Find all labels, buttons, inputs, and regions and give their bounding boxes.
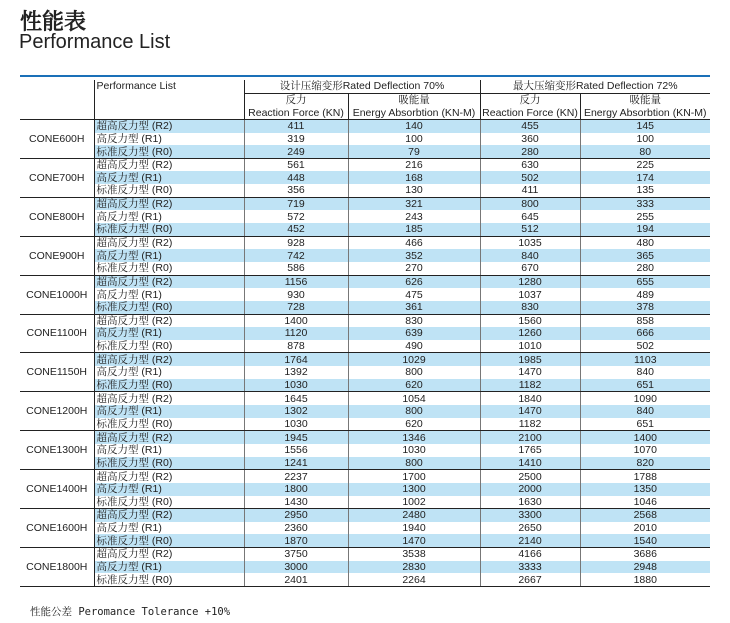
value-cell: 333 xyxy=(580,197,710,210)
value-cell: 1241 xyxy=(244,457,348,470)
type-cell: 高反力型 (R1) xyxy=(94,522,244,535)
value-cell: 1350 xyxy=(580,483,710,496)
model-cell: CONE600H xyxy=(20,119,94,158)
value-cell: 2500 xyxy=(480,470,580,483)
type-cell: 标准反力型 (R0) xyxy=(94,145,244,158)
value-cell: 820 xyxy=(580,457,710,470)
table-row xyxy=(20,392,710,405)
value-cell: 452 xyxy=(244,223,348,236)
value-cell: 1645 xyxy=(244,392,348,405)
value-cell: 3686 xyxy=(633,548,657,561)
type-cell: 高反力型 (R1) xyxy=(94,483,244,496)
type-cell: 高反力型 (R1) xyxy=(94,249,244,262)
value-cell: 356 xyxy=(244,184,348,197)
table-row xyxy=(20,561,710,574)
value-cell: 1346 xyxy=(348,431,480,444)
value-cell: 742 xyxy=(244,249,348,262)
model-cell: CONE1100H xyxy=(20,314,94,353)
value-cell: 1560 xyxy=(480,314,580,327)
type-cell: 高反力型 (R1) xyxy=(94,171,244,184)
table-row xyxy=(20,249,710,262)
model-cell: CONE700H xyxy=(20,158,94,197)
model-cell: CONE800H xyxy=(20,197,94,236)
table-row xyxy=(20,366,710,379)
type-cell: 超高反力型 (R2) xyxy=(94,392,244,405)
type-cell: 高反力型 (R1) xyxy=(94,327,244,340)
value-cell: 1030 xyxy=(244,379,348,392)
type-cell: 高反力型 (R1) xyxy=(94,444,244,457)
type-cell: 高反力型 (R1) xyxy=(94,366,244,379)
table-row xyxy=(20,457,710,470)
value-cell: 2667 xyxy=(480,573,580,586)
value-cell: 1029 xyxy=(348,353,480,366)
header-energy-en: Energy Absorbtion (KN-M) xyxy=(348,106,480,119)
value-cell: 639 xyxy=(348,327,480,340)
value-cell: 651 xyxy=(580,418,710,431)
type-cell: 超高反力型 (R2) xyxy=(94,119,244,132)
value-cell: 1630 xyxy=(480,496,580,509)
value-cell: 321 xyxy=(348,197,480,210)
value-cell: 561 xyxy=(244,158,348,171)
value-cell: 1120 xyxy=(244,327,348,340)
value-cell: 3000 xyxy=(244,561,348,574)
type-cell: 标准反力型 (R0) xyxy=(94,534,244,547)
table-row xyxy=(20,119,710,132)
value-cell: 2140 xyxy=(480,534,580,547)
type-cell: 超高反力型 (R2) xyxy=(94,470,244,483)
table-row xyxy=(20,288,710,301)
value-cell: 800 xyxy=(348,457,480,470)
model-cell: CONE1800H xyxy=(20,548,94,587)
value-cell: 1030 xyxy=(348,444,480,457)
type-cell: 高反力型 (R1) xyxy=(94,561,244,574)
type-cell: 超高反力型 (R2) xyxy=(94,197,244,210)
header-max-deflection: 最大压缩变形Rated Deflection 72% xyxy=(480,80,710,93)
value-cell: 1870 xyxy=(244,534,348,547)
value-cell: 3333 xyxy=(480,561,580,574)
value-cell: 2568 xyxy=(580,509,710,522)
value-cell: 1470 xyxy=(480,405,580,418)
value-cell: 1470 xyxy=(348,534,480,547)
table-row xyxy=(20,418,710,431)
value-cell: 2360 xyxy=(244,522,348,535)
type-cell: 标准反力型 (R0) xyxy=(94,379,244,392)
value-cell: 1103 xyxy=(580,353,710,366)
value-cell: 1400 xyxy=(580,431,710,444)
value-cell: 1302 xyxy=(244,405,348,418)
value-cell: 1880 xyxy=(580,573,710,586)
value-cell: 174 xyxy=(580,171,710,184)
type-cell: 超高反力型 (R2) xyxy=(94,548,244,561)
page-title-en: Performance List xyxy=(19,31,171,53)
table-row xyxy=(20,405,710,418)
value-cell: 100 xyxy=(636,132,655,145)
value-cell: 666 xyxy=(580,327,710,340)
value-cell: 140 xyxy=(348,119,480,132)
value-cell: 830 xyxy=(480,301,580,314)
value-cell: 2000 xyxy=(480,483,580,496)
value-cell: 4166 xyxy=(480,548,580,561)
value-cell: 1037 xyxy=(480,288,580,301)
value-cell: 490 xyxy=(348,340,480,353)
type-cell: 超高反力型 (R2) xyxy=(94,431,244,444)
header-force-en: Reaction Force (KN) xyxy=(244,106,348,119)
type-cell: 高反力型 (R1) xyxy=(94,288,244,301)
table-row xyxy=(20,262,710,275)
value-cell: 411 xyxy=(244,119,348,132)
value-cell: 1010 xyxy=(480,340,580,353)
value-cell: 80 xyxy=(580,145,710,158)
type-cell: 超高反力型 (R2) xyxy=(94,236,244,249)
value-cell: 361 xyxy=(348,301,480,314)
value-cell: 448 xyxy=(244,171,348,184)
value-cell: 1765 xyxy=(480,444,580,457)
value-cell: 280 xyxy=(580,262,710,275)
type-cell: 标准反力型 (R0) xyxy=(94,418,244,431)
model-cell: CONE1300H xyxy=(20,431,94,470)
value-cell: 928 xyxy=(244,236,348,249)
header-row-1 xyxy=(20,80,710,93)
table-row xyxy=(20,522,710,535)
value-cell: 365 xyxy=(580,249,710,262)
table-row xyxy=(20,534,710,547)
header-rated-deflection: 设计压缩变形Rated Deflection 70% xyxy=(244,80,480,93)
value-cell: 2264 xyxy=(348,573,480,586)
value-cell: 1182 xyxy=(480,379,580,392)
value-cell: 455 xyxy=(480,119,580,132)
value-cell: 645 xyxy=(480,210,580,223)
value-cell: 800 xyxy=(348,366,480,379)
value-cell: 1410 xyxy=(480,457,580,470)
value-cell: 512 xyxy=(480,223,580,236)
footnote: 性能公差 Peromance Tolerance +10% xyxy=(30,606,231,618)
value-cell: 168 xyxy=(348,171,480,184)
table-row xyxy=(20,171,710,184)
table-row xyxy=(20,197,710,210)
value-cell: 1764 xyxy=(244,353,348,366)
value-cell: 194 xyxy=(580,223,710,236)
model-cell: CONE1400H xyxy=(20,470,94,509)
value-cell: 1840 xyxy=(480,392,580,405)
type-cell: 标准反力型 (R0) xyxy=(94,184,244,197)
type-cell: 超高反力型 (R2) xyxy=(94,275,244,288)
table-row xyxy=(20,275,710,288)
value-cell: 1985 xyxy=(480,353,580,366)
value-cell: 620 xyxy=(348,418,480,431)
value-cell: 2948 xyxy=(580,561,710,574)
header-energy-cn: 吸能量 xyxy=(348,93,480,106)
table-row xyxy=(20,573,710,586)
value-cell: 800 xyxy=(480,197,580,210)
value-cell: 185 xyxy=(348,223,480,236)
value-cell: 319 xyxy=(244,133,348,146)
value-cell: 466 xyxy=(348,236,480,249)
value-cell: 1054 xyxy=(348,392,480,405)
value-cell: 1030 xyxy=(244,418,348,431)
value-cell: 572 xyxy=(244,210,348,223)
value-cell: 1940 xyxy=(348,522,480,535)
model-cell: CONE1000H xyxy=(20,275,94,314)
type-cell: 高反力型 (R1) xyxy=(94,405,244,418)
value-cell: 249 xyxy=(244,145,348,158)
value-cell: 3300 xyxy=(480,509,580,522)
value-cell: 3538 xyxy=(348,548,480,561)
value-cell: 411 xyxy=(480,184,580,197)
value-cell: 3750 xyxy=(244,548,348,561)
type-cell: 超高反力型 (R2) xyxy=(94,509,244,522)
value-cell: 840 xyxy=(580,405,710,418)
value-cell: 2237 xyxy=(244,470,348,483)
value-cell: 670 xyxy=(480,262,580,275)
value-cell: 620 xyxy=(348,379,480,392)
value-cell: 878 xyxy=(244,340,348,353)
table-row xyxy=(20,184,710,197)
value-cell: 1300 xyxy=(348,483,480,496)
value-cell: 135 xyxy=(580,184,710,197)
table-row xyxy=(20,223,710,236)
value-cell: 1430 xyxy=(244,496,348,509)
value-cell: 1400 xyxy=(244,314,348,327)
type-cell: 超高反力型 (R2) xyxy=(94,353,244,366)
value-cell: 130 xyxy=(348,184,480,197)
value-cell: 79 xyxy=(348,145,480,158)
header-force-en: Reaction Force (KN) xyxy=(480,106,580,119)
value-cell: 2401 xyxy=(244,573,348,586)
performance-table xyxy=(20,75,710,587)
value-cell: 630 xyxy=(480,158,580,171)
table-row xyxy=(20,483,710,496)
value-cell: 2100 xyxy=(480,431,580,444)
model-cell: CONE1200H xyxy=(20,392,94,431)
value-cell: 651 xyxy=(580,379,710,392)
value-cell: 255 xyxy=(636,210,655,223)
value-cell: 1470 xyxy=(480,366,580,379)
value-cell: 2480 xyxy=(348,509,480,522)
value-cell: 489 xyxy=(636,288,655,301)
value-cell: 480 xyxy=(636,237,655,249)
value-cell: 243 xyxy=(348,210,480,223)
value-cell: 719 xyxy=(244,197,348,210)
value-cell: 586 xyxy=(244,262,348,275)
value-cell: 1700 xyxy=(348,470,480,483)
table-row xyxy=(20,301,710,314)
value-cell: 2650 xyxy=(480,522,580,535)
value-cell: 655 xyxy=(580,275,710,288)
value-cell: 225 xyxy=(636,159,655,172)
type-cell: 高反力型 (R1) xyxy=(94,210,244,223)
table-row xyxy=(20,210,710,223)
value-cell: 100 xyxy=(348,133,480,146)
value-cell: 1156 xyxy=(244,275,348,288)
value-cell: 830 xyxy=(348,314,480,327)
value-cell: 840 xyxy=(480,249,580,262)
value-cell: 930 xyxy=(244,288,348,301)
value-cell: 1392 xyxy=(244,366,348,379)
value-cell: 1002 xyxy=(348,496,480,509)
value-cell: 475 xyxy=(348,288,480,301)
type-cell: 标准反力型 (R0) xyxy=(94,457,244,470)
value-cell: 1540 xyxy=(580,534,710,547)
value-cell: 145 xyxy=(580,119,710,132)
header-force-cn: 反力 xyxy=(244,93,348,106)
value-cell: 728 xyxy=(244,301,348,314)
type-cell: 标准反力型 (R0) xyxy=(94,262,244,275)
model-cell: CONE1150H xyxy=(20,353,94,392)
value-cell: 2950 xyxy=(244,509,348,522)
header-force-cn: 反力 xyxy=(480,93,580,106)
type-cell: 标准反力型 (R0) xyxy=(94,301,244,314)
table-row xyxy=(20,145,710,158)
value-cell: 1090 xyxy=(633,392,657,405)
header-energy-cn: 吸能量 xyxy=(580,93,710,106)
type-cell: 高反力型 (R1) xyxy=(94,133,244,146)
model-cell: CONE1600H xyxy=(20,509,94,548)
value-cell: 360 xyxy=(480,133,580,146)
table-row xyxy=(20,548,710,561)
type-cell: 标准反力型 (R0) xyxy=(94,223,244,236)
header-corner: Performance List xyxy=(94,80,244,119)
table-row xyxy=(20,509,710,522)
table-row xyxy=(20,379,710,392)
model-cell: CONE900H xyxy=(20,236,94,275)
value-cell: 502 xyxy=(580,340,710,353)
type-cell: 标准反力型 (R0) xyxy=(94,496,244,509)
value-cell: 502 xyxy=(480,171,580,184)
table-row xyxy=(20,158,710,171)
type-cell: 超高反力型 (R2) xyxy=(94,314,244,327)
value-cell: 1260 xyxy=(480,327,580,340)
value-cell: 858 xyxy=(636,314,655,327)
value-cell: 2830 xyxy=(348,561,480,574)
value-cell: 280 xyxy=(480,145,580,158)
value-cell: 800 xyxy=(348,405,480,418)
value-cell: 626 xyxy=(348,275,480,288)
value-cell: 1788 xyxy=(633,470,657,483)
value-cell: 840 xyxy=(636,366,655,379)
value-cell: 1280 xyxy=(480,275,580,288)
table-row xyxy=(20,470,710,483)
header-empty xyxy=(20,80,94,119)
type-cell: 标准反力型 (R0) xyxy=(94,573,244,586)
table-row xyxy=(20,431,710,444)
value-cell: 378 xyxy=(580,301,710,314)
value-cell: 1556 xyxy=(244,444,348,457)
value-cell: 1046 xyxy=(580,496,710,509)
value-cell: 270 xyxy=(348,262,480,275)
value-cell: 1182 xyxy=(480,418,580,431)
value-cell: 352 xyxy=(348,249,480,262)
value-cell: 1945 xyxy=(244,431,348,444)
page-title-cn: 性能表 xyxy=(20,9,87,34)
table-row xyxy=(20,496,710,509)
table-row xyxy=(20,340,710,353)
table-row xyxy=(20,327,710,340)
table-row xyxy=(20,444,710,457)
type-cell: 超高反力型 (R2) xyxy=(94,158,244,171)
table-row xyxy=(20,353,710,366)
table-row xyxy=(20,314,710,327)
value-cell: 2010 xyxy=(633,522,657,535)
value-cell: 216 xyxy=(348,158,480,171)
value-cell: 1800 xyxy=(244,483,348,496)
table-row xyxy=(20,133,710,146)
table-row xyxy=(20,236,710,249)
header-energy-en: Energy Absorbtion (KN-M) xyxy=(580,106,710,119)
value-cell: 1035 xyxy=(480,236,580,249)
type-cell: 标准反力型 (R0) xyxy=(94,340,244,353)
value-cell: 1070 xyxy=(633,444,657,457)
